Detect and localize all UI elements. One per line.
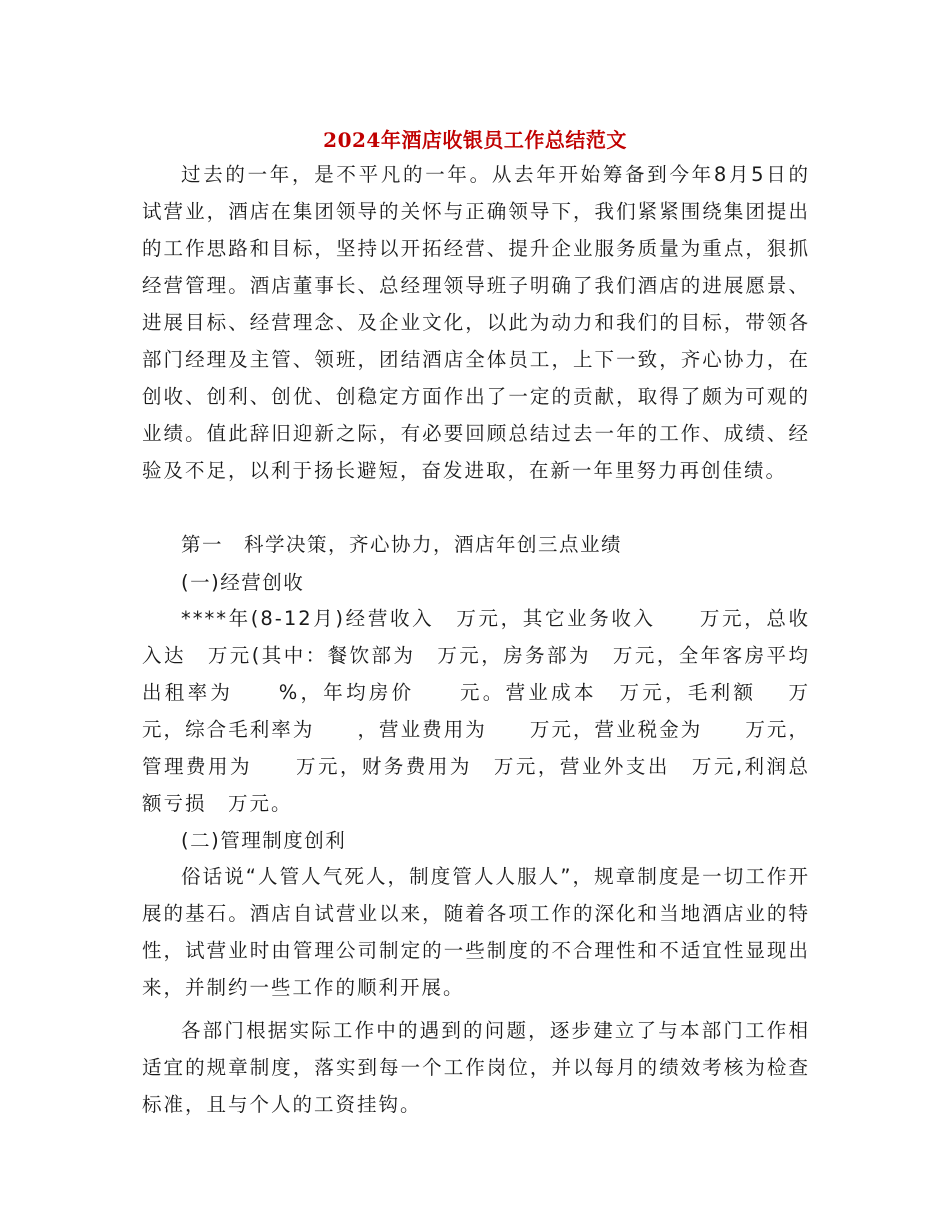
rules-paragraph: 俗话说“人管人气死人，制度管人人服人”，规章制度是一切工作开展的基石。酒店自试营业以来，随着各项工作的深化和当地酒店业的特性，试营业时由管理公司制定的一些制度的不合理性和不适宜性显现出来，并制约一些工作的顺利开展。 bbox=[142, 865, 810, 999]
subsection-heading-rules: (二)管理制度创利 bbox=[181, 829, 347, 852]
revenue-paragraph: ****年(8-12月)经营收入 万元，其它业务收入 万元，总收入达 万元(其中：餐饮部为 万元，房务部为 万元，全年客房平均出租率为 %，年均房价 元。营业成本 万元，毛利额 万元，综合毛利率为 ，营业费用为 万元，营业税金为 万元，管理费用为 万元，财务费用为 万元，营业外支出 万元,利润总额亏损 万元。 bbox=[142, 607, 810, 815]
intro-paragraph: 过去的一年，是不平凡的一年。从去年开始筹备到今年8月5日的试营业，酒店在集团领导的关怀与正确领导下，我们紧紧围绕集团提出的工作思路和目标，坚持以开拓经营、提升企业服务质量为重点，狠抓经营管理。酒店董事长、总经理领导班子明确了我们酒店的进展愿景、进展目标、经营理念、及企业文化，以此为动力和我们的目标，带领各部门经理及主管、领班，团结酒店全体员工，上下一致，齐心协力，在创收、创利、创优、创稳定方面作出了一定的贡献，取得了颇为可观的业绩。值此辞旧迎新之际，有必要回顾总结过去一年的工作、成绩、经验及不足，以利于扬长避短，奋发进取，在新一年里努力再创佳绩。 bbox=[142, 163, 810, 482]
section-heading: 第一 科学决策，齐心协力，酒店年创三点业绩 bbox=[181, 533, 623, 556]
subsection-heading-revenue: (一)经营创收 bbox=[181, 571, 305, 594]
document-title: 2024年酒店收银员工作总结范文 bbox=[323, 128, 627, 153]
departments-paragraph: 各部门根据实际工作中的遇到的问题，逐步建立了与本部门工作相适宜的规章制度，落实到每一个工作岗位，并以每月的绩效考核为检查标准，且与个人的工资挂钩。 bbox=[142, 1019, 810, 1116]
